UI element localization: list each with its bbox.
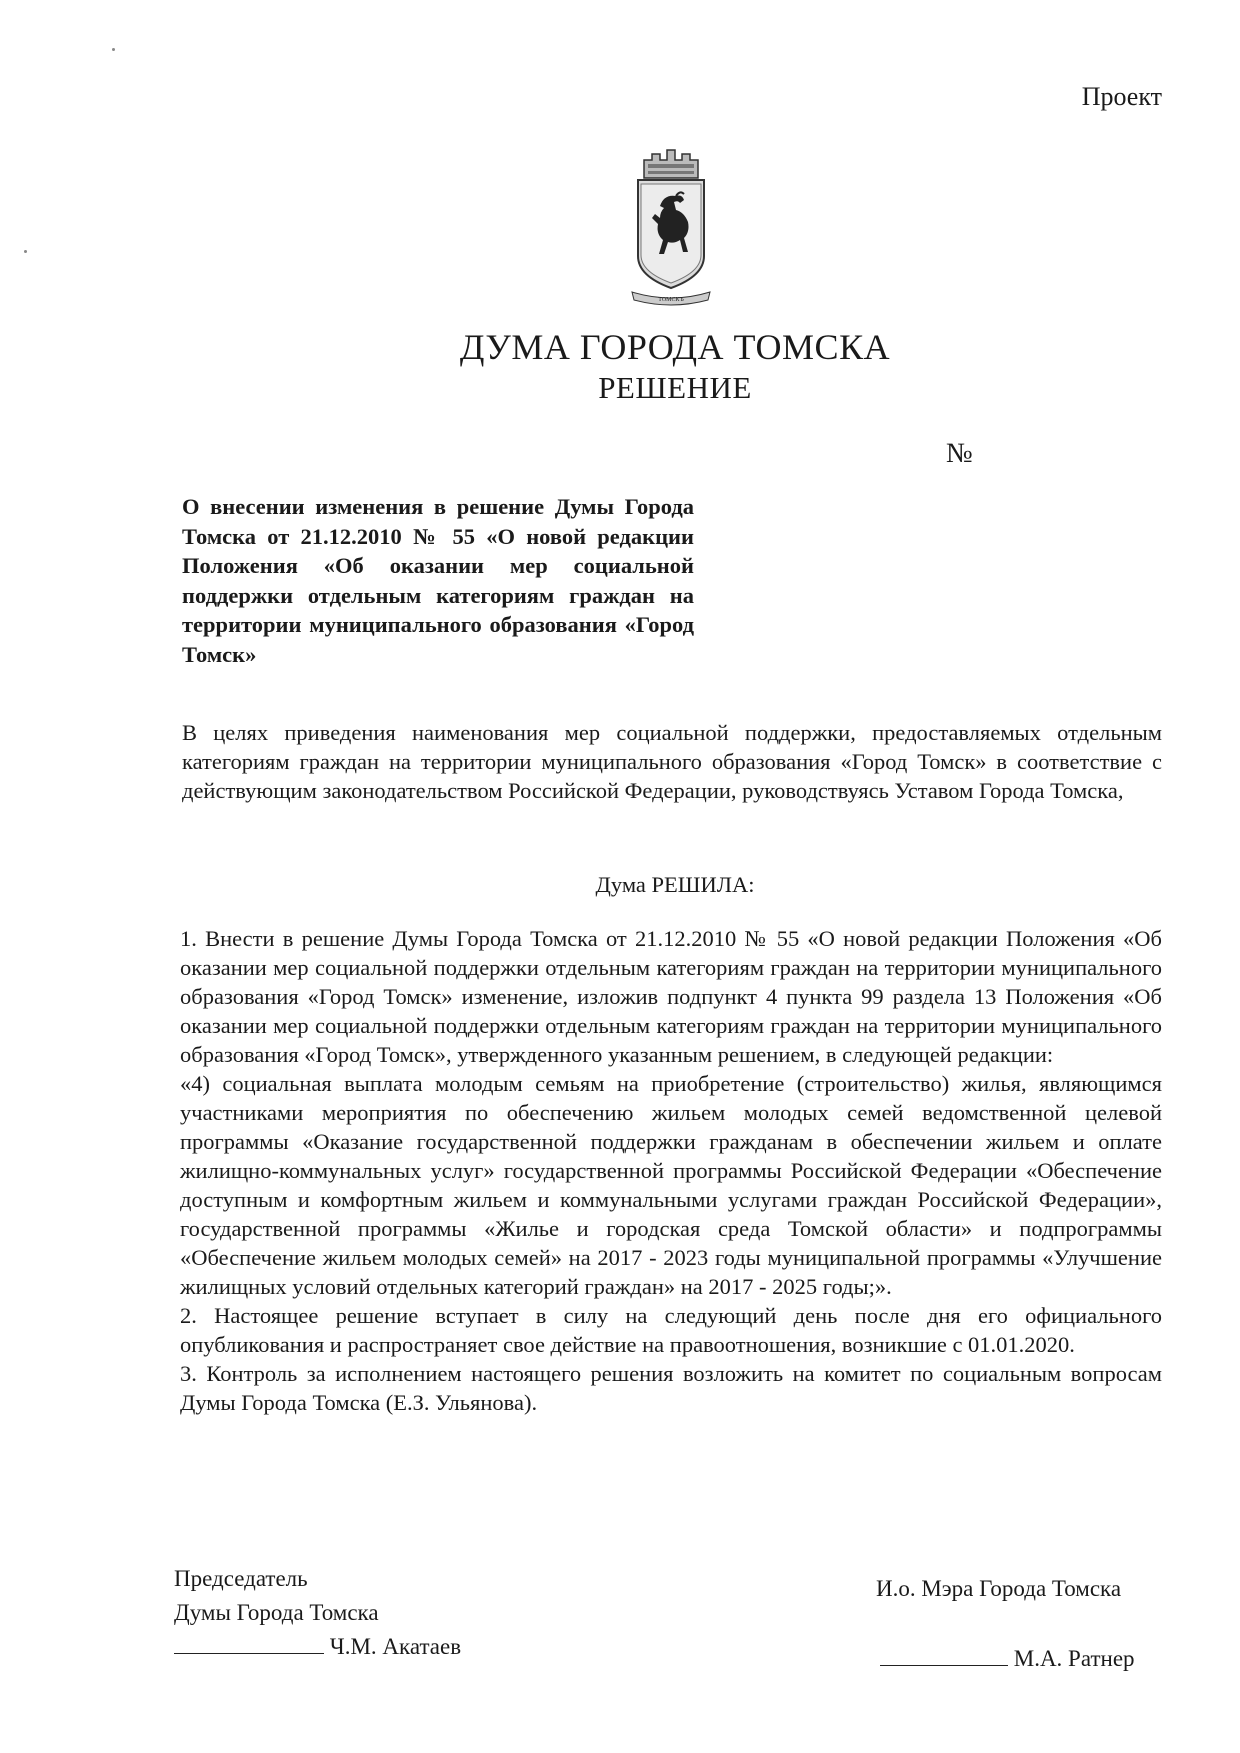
chairman-name: Ч.М. Акатаев [329, 1634, 462, 1659]
decision-body [180, 924, 1162, 1417]
chairman-title-line1: Председатель [174, 1566, 308, 1591]
signature-line [880, 1665, 1008, 1666]
scan-speck [24, 250, 27, 253]
chairman-signature-row [174, 1630, 461, 1664]
document-type: РЕШЕНИЕ [598, 370, 752, 405]
scan-speck [112, 48, 115, 51]
chairman-title-line2: Думы Города Томска [174, 1600, 379, 1625]
decision-item: 2. Настоящее решение вступает в силу на следующий день после дня его официального опубликования и распространяет свое действие на правоотношения, возникшие с 01.01.2020. [180, 1303, 1162, 1357]
preamble-paragraph: В целях приведения наименования мер социальной поддержки, предоставляемых отдельным категориям граждан на территории муниципального образования «Город Томск» в соответствие с действующим законодательством Российской Федерации, руководствуясь Уставом Города Томска, [182, 720, 1162, 803]
decision-item: 1. Внести в решение Думы Города Томска от 21.12.2010 № 55 «О новой редакции Положения «Об оказании мер социальной поддержки отдельным категориям граждан на территории муниципального образования «Город Томск» изменение, изложив подпункт 4 пункта 99 раздела 13 Положения «Об оказании мер социальной поддержки отдельным категориям граждан на территории муниципального образования «Город Томск», утвержденного указанным решением, в следующей редакции: [180, 926, 1162, 1067]
document-number-label: № [946, 438, 973, 469]
mayor-name: М.А. Ратнер [1013, 1646, 1135, 1671]
chairman-signature-block [174, 1562, 461, 1664]
draft-status-label: Проект [1081, 82, 1162, 111]
svg-text:ТОМСКЪ: ТОМСКЪ [658, 297, 684, 303]
decided-heading: Дума РЕШИЛА: [595, 872, 755, 897]
mayor-title: И.о. Мэра Города Томска [876, 1576, 1122, 1601]
mayor-signature-row [880, 1646, 1135, 1672]
signature-line [174, 1653, 324, 1654]
decision-item: «4) социальная выплата молодым семьям на приобретение (строительство) жилья, являющимся участниками мероприятия по обеспечению жильем молодых семей ведомственной целевой программы «Оказание государственной поддержки гражданам в обеспечении жильем и оплате жилищно-коммунальных услуг» государственной программы Российской Федерации «Обеспечение доступным и комфортным жильем и коммунальными услугами граждан Российской Федерации», государственной программы «Жилье и городская среда Томской области» и подпрограммы «Обеспечение жильем молодых семей» на 2017 - 2023 годы муниципальной программы «Улучшение жилищных условий отдельных категорий граждан» на 2017 - 2025 годы;». [180, 1071, 1162, 1299]
tomsk-coat-of-arms-icon [630, 148, 712, 308]
decision-title: О внесении изменения в решение Думы Города Томска от 21.12.2010 № 55 «О новой редакции Положения «Об оказании мер социальной поддержки отдельным категориям граждан на территории муниципального образования «Город Томск» [182, 494, 694, 667]
decision-item: 3. Контроль за исполнением настоящего решения возложить на комитет по социальным вопросам Думы Города Томска (Е.З. Ульянова). [180, 1361, 1162, 1415]
organization-name: ДУМА ГОРОДА ТОМСКА [459, 327, 891, 367]
